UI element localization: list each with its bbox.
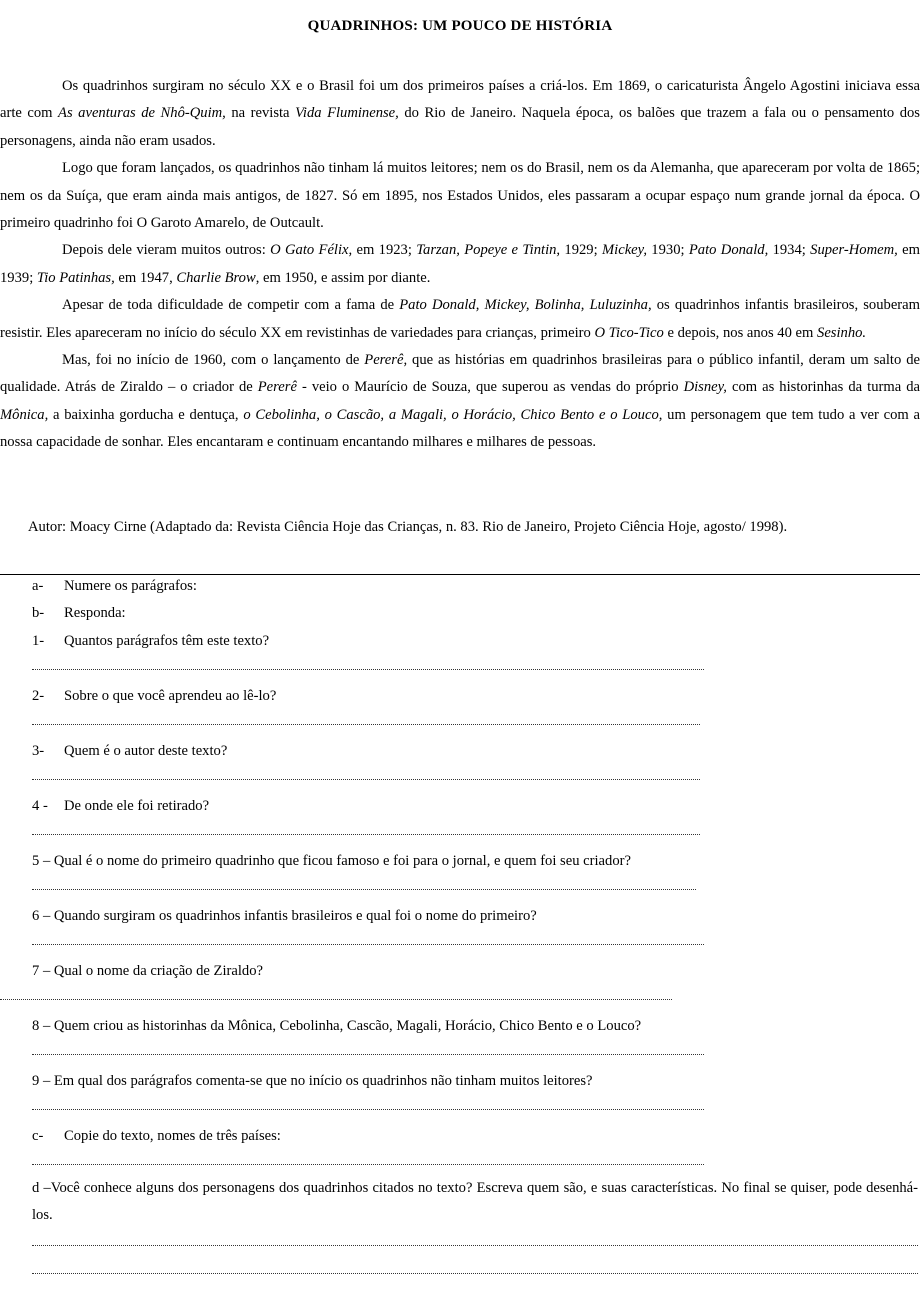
- italic-title: o Cebolinha, o Cascão, a Magali, o Horácio, Chico Bento e o Louco,: [243, 406, 663, 423]
- italic-title: O Tico-Tico: [594, 324, 664, 341]
- question-text: Responda:: [64, 605, 126, 621]
- paragraph-1-text: na revista: [225, 105, 296, 122]
- italic-title: Pererê,: [364, 352, 408, 369]
- question-b: [32, 603, 126, 623]
- paragraph-3-text: em 1947,: [114, 269, 177, 286]
- question-number: 1-: [32, 633, 45, 649]
- question-text: Sobre o que você aprendeu ao lê-lo?: [64, 688, 277, 704]
- italic-title: Mickey,: [602, 242, 647, 259]
- paragraph-5-text: Mas, foi no início de 1960, com o lançamento de: [62, 352, 365, 369]
- answer-line-4[interactable]: [32, 834, 700, 835]
- question-5: 5 – Qual é o nome do primeiro quadrinho que ficou famoso e foi para o jornal, e quem foi seu criador?: [32, 853, 631, 869]
- page-title: QUADRINHOS: UM POUCO DE HISTÓRIA: [307, 18, 613, 34]
- author-credit: Autor: Moacy Cirne (Adaptado da: Revista Ciência Hoje das Crianças, n. 83. Rio de Janeiro, Projeto Ciência Hoje, agosto/ 1998).: [28, 519, 788, 535]
- question-a: [32, 576, 197, 596]
- paragraph-3-text: em 1939;: [0, 242, 920, 286]
- paragraph-3-text: Depois dele vieram muitos outros:: [62, 242, 271, 259]
- answer-line-c[interactable]: [32, 1164, 704, 1165]
- answer-line-2[interactable]: [32, 724, 700, 725]
- question-number: 2-: [32, 688, 45, 704]
- question-number: 4 -: [32, 798, 48, 814]
- question-text: Quantos parágrafos têm este texto?: [64, 633, 270, 649]
- paragraph-3: [0, 237, 920, 292]
- question-text: Numere os parágrafos:: [64, 578, 197, 594]
- question-7: 7 – Qual o nome da criação de Ziraldo?: [32, 963, 263, 979]
- question-number: b-: [32, 605, 45, 621]
- divider: [0, 574, 920, 575]
- answer-line-6[interactable]: [32, 944, 704, 945]
- paragraph-4-text: e depois, nos anos 40 em: [663, 324, 818, 341]
- answer-line-d1[interactable]: [32, 1245, 918, 1246]
- italic-title: Sesinho.: [817, 324, 867, 341]
- italic-title: Disney,: [683, 379, 727, 396]
- question-1: [32, 631, 269, 651]
- paragraph-3-text: 1934;: [768, 242, 811, 259]
- paragraph-4: [0, 292, 920, 347]
- question-9: 9 – Em qual dos parágrafos comenta-se que no início os quadrinhos não tinham muitos leitores?: [32, 1073, 593, 1089]
- answer-line-9[interactable]: [32, 1109, 704, 1110]
- paragraph-1-text: do Rio de Janeiro. Naquela época, os balões que trazem a fala ou o pensamento dos personagens, ainda não eram usados.: [0, 105, 920, 149]
- question-number: c-: [32, 1128, 44, 1144]
- paragraph-5-text: um personagem que tem tudo a ver com a nossa capacidade de sonhar. Eles encantaram e continuam encantando milhares e milhares de pessoas.: [0, 406, 920, 451]
- answer-line-d2[interactable]: [32, 1273, 918, 1274]
- paragraph-1: [0, 73, 920, 155]
- answer-line-1[interactable]: [32, 669, 704, 670]
- paragraph-5-text: que as histórias em quadrinhos brasileiras para o público infantil, deram um salto de qualidade. Atrás de Ziraldo – o criador de: [0, 352, 920, 396]
- paragraph-5: [0, 347, 920, 457]
- answer-line-8[interactable]: [32, 1054, 704, 1055]
- paragraph-5-text: - veio o Maurício de Souza, que superou as vendas do próprio: [296, 379, 684, 396]
- italic-title: Pererê: [257, 379, 297, 396]
- italic-title: Tio Patinhas,: [36, 269, 115, 286]
- question-6: 6 – Quando surgiram os quadrinhos infantis brasileiros e qual foi o nome do primeiro?: [32, 908, 537, 924]
- italic-title: Pato Donald, Mickey, Bolinha, Luluzinha,: [399, 297, 652, 314]
- italic-title: Charlie Brow: [176, 269, 256, 286]
- italic-title: Tarzan, Popeye e Tintin,: [416, 242, 561, 259]
- italic-title: Pato Donald,: [688, 242, 769, 259]
- question-text: Copie do texto, nomes de três países:: [64, 1128, 281, 1144]
- paragraph-3-text: em 1923;: [352, 242, 417, 259]
- answer-line-5[interactable]: [32, 889, 696, 890]
- question-2: [32, 686, 276, 706]
- question-text: De onde ele foi retirado?: [64, 798, 210, 814]
- paragraph-4-text: os quadrinhos infantis brasileiros, souberam resistir. Eles apareceram no início do século XX em revistinhas de variedades para crianças, primeiro: [0, 297, 920, 341]
- question-3: [32, 741, 227, 761]
- answer-line-3[interactable]: [32, 779, 700, 780]
- question-8: 8 – Quem criou as historinhas da Mônica, Cebolinha, Cascão, Magali, Horácio, Chico Bento e o Louco?: [32, 1018, 642, 1034]
- paragraph-3-text: 1929;: [560, 242, 602, 259]
- italic-title: O Gato Félix,: [270, 242, 353, 259]
- answer-line-7[interactable]: [0, 999, 672, 1000]
- question-text: Quem é o autor deste texto?: [64, 743, 228, 759]
- paragraph-5-text: com as historinhas da turma da: [726, 379, 920, 396]
- question-number: a-: [32, 578, 44, 594]
- paragraph-3-text: 1930;: [646, 242, 689, 259]
- italic-title: Vida Fluminense,: [295, 105, 399, 122]
- italic-title: As aventuras de Nhô-Quim,: [58, 105, 226, 122]
- paragraph-2: Logo que foram lançados, os quadrinhos não tinham lá muitos leitores; nem os do Brasil, nem os da Alemanha, que apareceram por volta de 1865; nem os da Suíça, que eram ainda mais antigos, de 1827. Só em 1895, nos Estados Unidos, eles passaram a ocupar espaço num grande jornal da época. O primeiro quadrinho foi O Garoto Amarelo, de Outcault.: [0, 160, 920, 232]
- question-d: d –Você conhece alguns dos personagens dos quadrinhos citados no texto? Escreva quem são, e suas características. No final se quiser, pode desenhá-los.: [32, 1180, 918, 1223]
- paragraph-5-text: a baixinha gorducha e dentuça,: [48, 406, 244, 423]
- question-4: [32, 796, 209, 816]
- paragraph-3-text: , em 1950, e assim por diante.: [255, 269, 431, 286]
- question-c: [32, 1126, 281, 1146]
- paragraph-1-text: Os quadrinhos surgiram no século XX e o Brasil foi um dos primeiros países a criá-los. Em 1869, o caricaturista Ângelo Agostini iniciava essa arte com: [0, 78, 920, 122]
- italic-title: Mônica,: [0, 406, 49, 423]
- article-text: [0, 73, 920, 457]
- italic-title: Super-Homem,: [810, 242, 898, 259]
- question-number: 3-: [32, 743, 45, 759]
- paragraph-4-text: Apesar de toda dificuldade de competir com a fama de: [62, 297, 400, 314]
